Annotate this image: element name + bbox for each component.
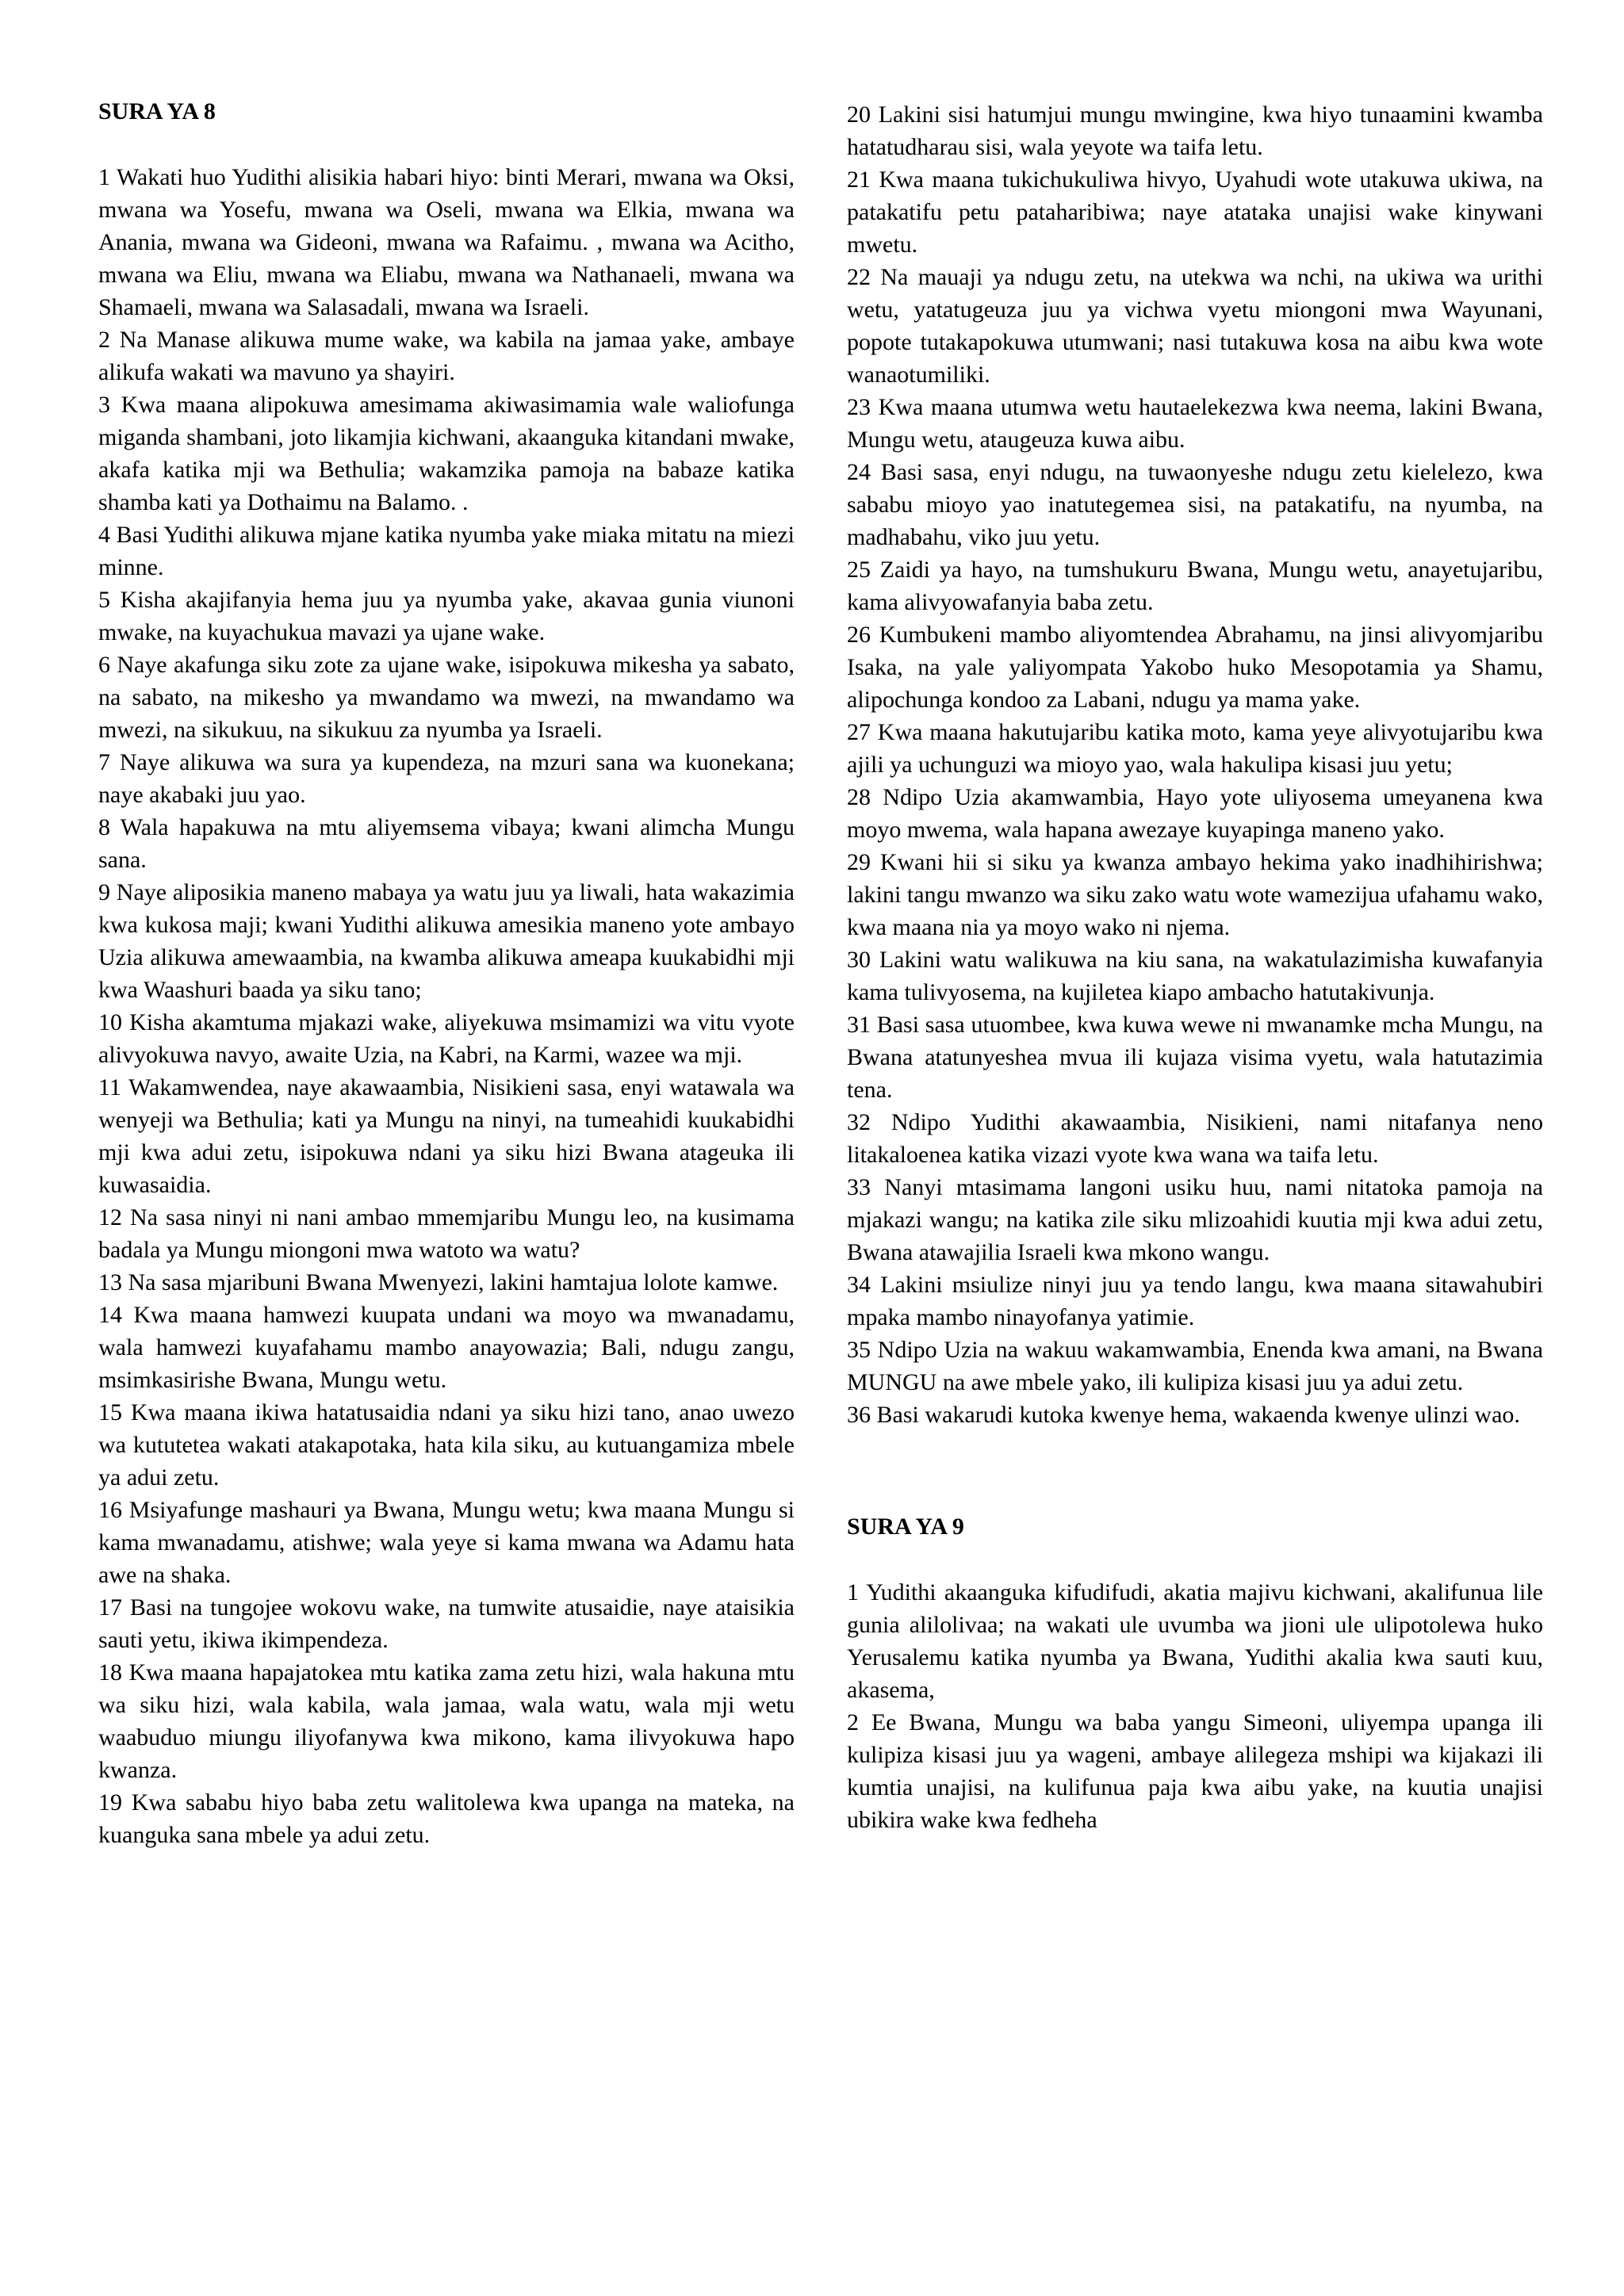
verse: 15 Kwa maana ikiwa hatatusaidia ndani ya siku hizi tano, anao uwezo wa kututetea wakati atakapotaka, hata kila siku, au kutuangamiza mbele ya adui zetu. xyxy=(98,1399,795,1490)
verse: 32 Ndipo Yudithi akawaambia, Nisikieni, nami nitafanya neno litakaloenea katika vizazi vyote kwa wana wa taifa letu. xyxy=(847,1109,1543,1168)
verse: 2 Ee Bwana, Mungu wa baba yangu Simeoni, uliyempa upanga ili kulipiza kisasi juu ya wageni, ambaye alilegeza mshipi wa kijakazi ili kumtia unajisi, na kulifunua paja kwa aibu yake, na kuutia unajisi ubikira wake kwa fedheha xyxy=(847,1709,1543,1833)
verse: 23 Kwa maana utumwa wetu hautaelekezwa kwa neema, lakini Bwana, Mungu wetu, ataugeuza kuwa aibu. xyxy=(847,394,1543,453)
verse: 3 Kwa maana alipokuwa amesimama akiwasimamia wale waliofunga miganda shambani, joto likamjia kichwani, akaanguka kitandani mwake, akafa katika mji wa Bethulia; wakamzika pamoja na babaze katika shamba kati ya Dothaimu na Balamo. . xyxy=(98,392,795,515)
verse: 14 Kwa maana hamwezi kuupata undani wa moyo wa mwanadamu, wala hamwezi kuyafahamu mambo anayowazia; Bali, ndugu zangu, msimkasirishe Bwana, Mungu wetu. xyxy=(98,1302,795,1393)
verse: 13 Na sasa mjaribuni Bwana Mwenyezi, lakini hamtajua lolote kamwe. xyxy=(98,1269,779,1295)
verse: 27 Kwa maana hakutujaribu katika moto, kama yeye alivyotujaribu kwa ajili ya uchunguzi wa mioyo yao, wala hakulipa kisasi juu yetu; xyxy=(847,719,1543,778)
verse: 20 Lakini sisi hatumjui mungu mwingine, kwa hiyo tunaamini kwamba hatatudharau sisi, wala yeyote wa taifa letu. xyxy=(847,101,1543,160)
chapter-heading: SURA YA 9 xyxy=(847,1513,964,1540)
verse: 30 Lakini watu walikuwa na kiu sana, na wakatulazimisha kuwafanyia kama tulivyosema, na kujiletea kiapo ambacho hatutakivunja. xyxy=(847,947,1543,1005)
verse: 18 Kwa maana hapajatokea mtu katika zama zetu hizi, wala hakuna mtu wa siku hizi, wala kabila, wala jamaa, wala watu, wala mji wetu waabuduo miungu iliyofanywa kwa mikono, kama ilivyokuwa hapo kwanza. xyxy=(98,1659,795,1783)
verse: 6 Naye akafunga siku zote za ujane wake, isipokuwa mikesha ya sabato, na sabato, na mikesho ya mwandamo wa mwezi, na mwandamo wa mwezi, na sikukuu, na sikukuu za nyumba ya Israeli. xyxy=(98,652,795,743)
verse: 35 Ndipo Uzia na wakuu wakamwambia, Enenda kwa amani, na Bwana MUNGU na awe mbele yako, ili kulipiza kisasi juu ya adui zetu. xyxy=(847,1337,1543,1395)
verse: 16 Msiyafunge mashauri ya Bwana, Mungu wetu; kwa maana Mungu si kama mwanadamu, atishwe; wala yeye si kama mwana wa Adamu hata awe na shaka. xyxy=(98,1497,795,1588)
left-column xyxy=(98,95,795,1851)
verse: 19 Kwa sababu hiyo baba zetu walitolewa kwa upanga na mateka, na kuanguka sana mbele ya adui zetu. xyxy=(98,1789,795,1848)
verse: 21 Kwa maana tukichukuliwa hivyo, Uyahudi wote utakuwa ukiwa, na patakatifu petu pataharibiwa; naye atataka unajisi wake kinywani mwetu. xyxy=(847,166,1543,258)
verse: 33 Nanyi mtasimama langoni usiku huu, nami nitatoka pamoja na mjakazi wangu; na katika zile siku mlizoahidi kuutia mji kwa adui zetu, Bwana atawajilia Israeli kwa mkono wangu. xyxy=(847,1174,1543,1265)
section-gap xyxy=(847,1431,1543,1510)
verse: 29 Kwani hii si siku ya kwanza ambayo hekima yako inadhihirishwa; lakini tangu mwanzo wa siku zako watu wote wamezijua ufahamu wako, kwa maana nia ya moyo wako ni njema. xyxy=(847,849,1543,940)
verse: 2 Na Manase alikuwa mume wake, wa kabila na jamaa yake, ambaye alikufa wakati wa mavuno ya shayiri. xyxy=(98,327,795,385)
verse: 26 Kumbukeni mambo aliyomtendea Abrahamu, na jinsi alivyomjaribu Isaka, na yale yaliyompata Yakobo huko Mesopotamia ya Shamu, alipochunga kondoo za Labani, ndugu ya mama yake. xyxy=(847,622,1543,713)
verse: 12 Na sasa ninyi ni nani ambao mmemjaribu Mungu leo, na kusimama badala ya Mungu miongoni mwa watoto wa watu? xyxy=(98,1204,795,1263)
verse: 10 Kisha akamtuma mjakazi wake, aliyekuwa msimamizi wa vitu vyote alivyokuwa navyo, awaite Uzia, na Kabri, na Karmi, wazee wa mji. xyxy=(98,1009,795,1068)
verse: 5 Kisha akajifanyia hema juu ya nyumba yake, akavaa gunia viunoni mwake, na kuyachukua mavazi ya ujane wake. xyxy=(98,587,795,645)
verse: 1 Wakati huo Yudithi alisikia habari hiyo: binti Merari, mwana wa Oksi, mwana wa Yosefu, mwana wa Oseli, mwana wa Elkia, mwana wa Anania, mwana wa Gideoni, mwana wa Rafaimu. , mwana wa Acitho, mwana wa Eliu, mwana wa Eliabu, mwana wa Nathanaeli, mwana wa Shamaeli, mwana wa Salasadali, mwana wa Israeli. xyxy=(98,164,795,320)
verse: 36 Basi wakarudi kutoka kwenye hema, wakaenda kwenye ulinzi wao. xyxy=(847,1402,1520,1428)
verse: 17 Basi na tungojee wokovu wake, na tumwite atusaidie, naye ataisikia sauti yetu, ikiwa ikimpendeza. xyxy=(98,1594,795,1653)
verse: 31 Basi sasa utuombee, kwa kuwa wewe ni mwanamke mcha Mungu, na Bwana atatunyeshea mvua ili kujaza visima vyetu, wala hatutazimia tena. xyxy=(847,1012,1543,1103)
verse: 22 Na mauaji ya ndugu zetu, na utekwa wa nchi, na ukiwa wa urithi wetu, yatatugeuza juu ya vichwa vyetu miongoni mwa Wayunani, popote tutakapokuwa utumwani; nasi tutakuwa kosa na aibu kwa wote wanaotumiliki. xyxy=(847,264,1543,388)
verse: 4 Basi Yudithi alikuwa mjane katika nyumba yake miaka mitatu na miezi minne. xyxy=(98,522,795,580)
verse: 7 Naye alikuwa wa sura ya kupendeza, na mzuri sana wa kuonekana; naye akabaki juu yao. xyxy=(98,749,795,808)
right-column xyxy=(847,98,1543,1836)
verse: 9 Naye aliposikia maneno mabaya ya watu juu ya liwali, hata wakazimia kwa kukosa maji; kwani Yudithi alikuwa amesikia maneno yote ambayo Uzia alikuwa amewaambia, na kwamba alikuwa ameapa kuukabidhi mji kwa Waashuri baada ya siku tano; xyxy=(98,879,795,1003)
verse: 1 Yudithi akaanguka kifudifudi, akatia majivu kichwani, akalifunua lile gunia alilolivaa; na wakati ule uvumba wa jioni ule ulipotolewa huko Yerusalemu katika nyumba ya Bwana, Yudithi akalia kwa sauti kuu, akasema, xyxy=(847,1579,1543,1703)
verse: 28 Ndipo Uzia akamwambia, Hayo yote uliyosema umeyanena kwa moyo mwema, wala hapana awezaye kuyapinga maneno yako. xyxy=(847,784,1543,843)
verse: 34 Lakini msiulize ninyi juu ya tendo langu, kwa maana sitawahubiri mpaka mambo ninayofanya yatimie. xyxy=(847,1272,1543,1330)
verse: 25 Zaidi ya hayo, na tumshukuru Bwana, Mungu wetu, anayetujaribu, kama alivyowafanyia baba zetu. xyxy=(847,557,1543,615)
verse: 11 Wakamwendea, naye akawaambia, Nisikieni sasa, enyi watawala wa wenyeji wa Bethulia; kati ya Mungu na ninyi, na tumeahidi kuukabidhi mji kwa adui zetu, isipokuwa ndani ya siku hizi Bwana atageuka ili kuwasaidia. xyxy=(98,1074,795,1198)
verse: 24 Basi sasa, enyi ndugu, na tuwaonyeshe ndugu zetu kielelezo, kwa sababu mioyo yao inatutegemea sisi, na patakatifu, na nyumba, na madhabahu, viko juu yetu. xyxy=(847,459,1543,550)
chapter-heading: SURA YA 8 xyxy=(98,98,216,124)
verse: 8 Wala hapakuwa na mtu aliyemsema vibaya; kwani alimcha Mungu sana. xyxy=(98,814,795,873)
